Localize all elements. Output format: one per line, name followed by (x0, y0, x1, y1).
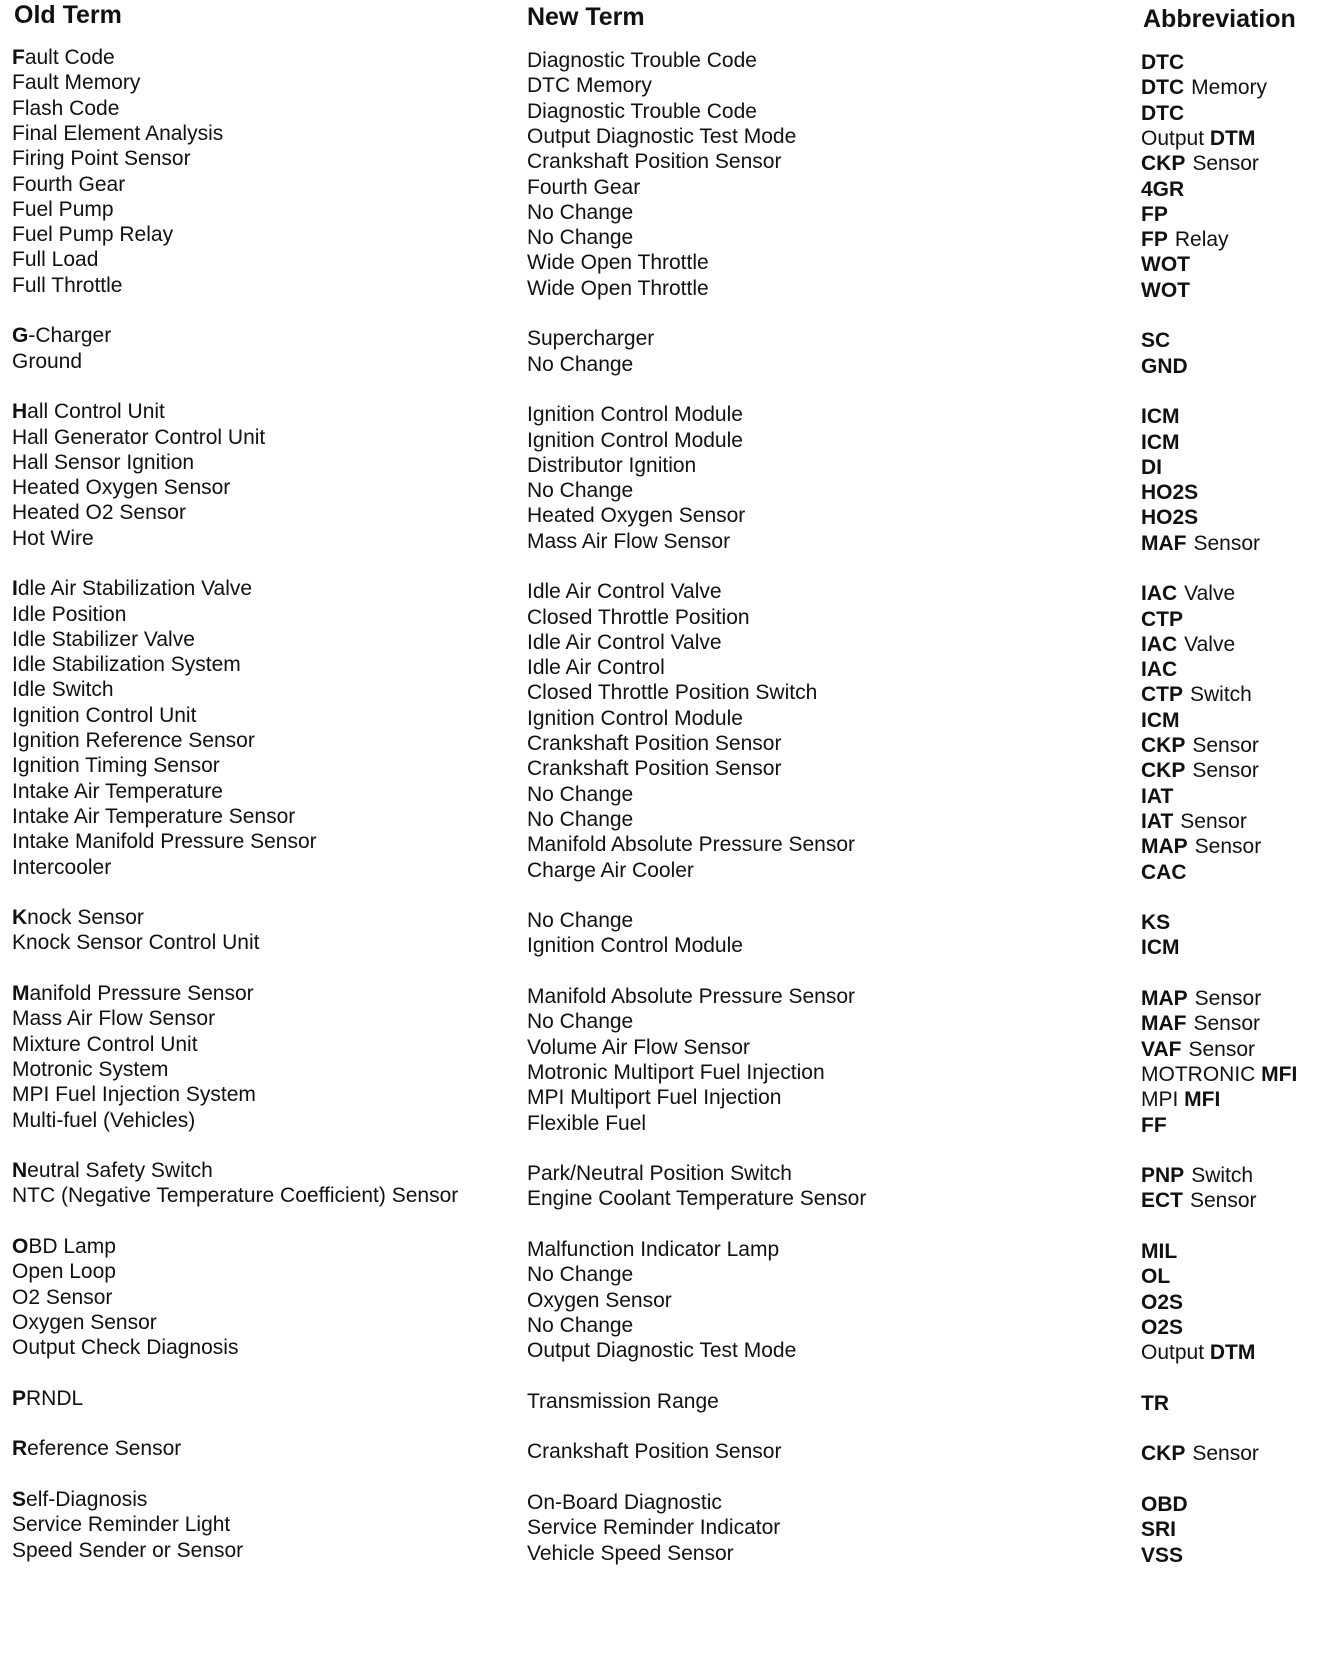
abbreviation-code: CKP (1141, 1442, 1186, 1465)
group-initial-letter: N (12, 1159, 28, 1182)
table-row (0, 575, 1328, 605)
abbreviation-code: VSS (1141, 1544, 1184, 1567)
table-row (0, 525, 1328, 555)
abbreviation-code: MAF (1141, 1012, 1187, 1035)
new-term-cell: Crankshaft Position Sensor (527, 732, 782, 755)
new-term-cell: Ignition Control Module (527, 403, 743, 426)
group-initial-letter: F (12, 46, 25, 69)
abbreviation-code: IAC (1141, 633, 1178, 656)
old-term-rest: BD Lamp (28, 1235, 116, 1258)
table-row (0, 1157, 1328, 1187)
old-term-cell (12, 1385, 83, 1412)
abbreviation-code: DI (1141, 456, 1162, 479)
abbreviation-suffix: Sensor (1192, 152, 1259, 175)
old-term-cell: Knock Sensor Control Unit (12, 931, 260, 954)
abbreviation-suffix: Sensor (1193, 1012, 1261, 1035)
abbreviation-code: CKP (1141, 759, 1186, 782)
group-initial-letter: M (12, 982, 30, 1005)
table-row (0, 95, 1328, 125)
abbreviation-code: TR (1141, 1392, 1169, 1415)
abbreviation-code: MFI (1261, 1063, 1298, 1086)
new-term-cell: Volume Air Flow Sensor (527, 1036, 750, 1059)
new-term-cell: Ignition Control Module (527, 429, 743, 452)
old-term-cell (12, 1157, 213, 1184)
new-term-cell: Closed Throttle Position (527, 606, 750, 629)
abbreviation-code: O2S (1141, 1291, 1184, 1314)
old-term-cell: NTC (Negative Temperature Coefficient) Sensor (12, 1184, 459, 1207)
abbreviation-suffix: Sensor (1192, 1442, 1259, 1465)
abbreviation-cell (1141, 353, 1188, 380)
new-term-cell: No Change (527, 1263, 634, 1286)
new-term-cell: Charge Air Cooler (527, 859, 694, 882)
old-term-cell: Ignition Reference Sensor (12, 729, 255, 752)
table-row (0, 322, 1328, 352)
new-term-cell: Manifold Absolute Pressure Sensor (527, 833, 856, 856)
table-row (0, 727, 1328, 757)
table-row (0, 1511, 1328, 1541)
old-term-rest: RNDL (26, 1387, 84, 1410)
old-term-cell: O2 Sensor (12, 1286, 113, 1309)
old-term-cell: Intercooler (12, 856, 112, 879)
new-term-cell: No Change (527, 479, 634, 502)
old-term-cell (12, 575, 252, 602)
table-row (0, 904, 1328, 934)
group-initial-letter: K (12, 906, 28, 929)
group-initial-letter: R (12, 1437, 28, 1460)
abbreviation-suffix: Relay (1174, 228, 1229, 251)
abbreviation-suffix: Sensor (1192, 734, 1259, 757)
new-term-cell: Output Diagnostic Test Mode (527, 125, 797, 148)
abbreviation-code: PNP (1141, 1164, 1185, 1187)
old-term-cell: Hot Wire (12, 527, 94, 550)
old-term-cell: Oxygen Sensor (12, 1311, 157, 1334)
table-row (0, 449, 1328, 479)
new-term-cell: Crankshaft Position Sensor (527, 150, 782, 173)
new-term-cell: Output Diagnostic Test Mode (527, 1339, 797, 1362)
table-row (0, 1385, 1328, 1415)
table-row (0, 626, 1328, 656)
old-term-cell: Final Element Analysis (12, 122, 224, 145)
new-term-cell: Motronic Multiport Fuel Injection (527, 1061, 825, 1084)
abbreviation-code: MAF (1141, 532, 1187, 555)
new-term-cell: Oxygen Sensor (527, 1289, 672, 1312)
new-term-cell: Idle Air Control (527, 656, 665, 679)
abbreviation-code: ICM (1141, 431, 1180, 454)
new-term-cell: No Change (527, 201, 634, 224)
abbreviation-code: FF (1141, 1114, 1167, 1137)
old-term-cell (12, 1486, 147, 1513)
old-term-cell (12, 904, 144, 931)
old-term-cell: Mixture Control Unit (12, 1033, 198, 1056)
abbreviation-code: CAC (1141, 861, 1187, 884)
new-term-cell: Idle Air Control Valve (527, 631, 722, 654)
new-term-cell: Transmission Range (527, 1390, 719, 1413)
abbreviation-code: 4GR (1141, 178, 1185, 201)
abbreviation-suffix: Switch (1191, 1164, 1254, 1187)
old-term-cell: Motronic System (12, 1058, 169, 1081)
new-term-cell: Closed Throttle Position Switch (527, 681, 818, 704)
old-term-cell: Full Load (12, 248, 99, 271)
abbreviation-cell (1141, 1390, 1169, 1417)
table-row (0, 398, 1328, 428)
new-term-cell: DTC Memory (527, 74, 652, 97)
new-term-cell: No Change (527, 1314, 634, 1337)
abbreviation-code: SC (1141, 329, 1171, 352)
old-term-cell: Ignition Control Unit (12, 704, 197, 727)
abbreviation-suffix: Memory (1191, 76, 1268, 99)
old-term-cell: Heated O2 Sensor (12, 501, 186, 524)
abbreviation-code: IAT (1141, 785, 1174, 808)
new-term-cell: No Change (527, 353, 634, 376)
old-term-rest: dle Air Stabilization Valve (17, 577, 253, 600)
table-row (0, 854, 1328, 884)
table-row (0, 221, 1328, 251)
old-term-cell: Intake Manifold Pressure Sensor (12, 830, 317, 853)
table-row (0, 272, 1328, 302)
abbreviation-cell (1141, 859, 1187, 886)
abbreviation-code: KS (1141, 911, 1171, 934)
abbreviation-code: ICM (1141, 936, 1180, 959)
table-row (0, 1056, 1328, 1086)
new-term-cell: Wide Open Throttle (527, 277, 709, 300)
table-row (0, 424, 1328, 454)
abbreviation-code: DTM (1209, 127, 1256, 150)
abbreviation-code: CKP (1141, 152, 1186, 175)
old-term-cell: MPI Fuel Injection System (12, 1083, 256, 1106)
new-term-cell: Vehicle Speed Sensor (527, 1542, 734, 1565)
old-term-rest: all Control Unit (27, 400, 165, 423)
table-row (0, 1081, 1328, 1111)
table-row (0, 196, 1328, 226)
abbreviation-cell (1141, 530, 1260, 557)
abbreviation-code: MAP (1141, 835, 1188, 858)
table-row (0, 1309, 1328, 1339)
abbreviation-cell (1141, 1440, 1259, 1467)
abbreviation-suffix: Sensor (1194, 835, 1262, 858)
abbreviation-code: IAC (1141, 582, 1178, 605)
table-row (0, 803, 1328, 833)
abbreviation-code: DTC (1141, 76, 1185, 99)
old-term-rest: eference Sensor (27, 1437, 182, 1460)
old-term-rest: elf-Diagnosis (26, 1488, 148, 1511)
new-term-cell: No Change (527, 226, 634, 249)
new-term-cell: Manifold Absolute Pressure Sensor (527, 985, 856, 1008)
old-term-cell: Fourth Gear (12, 173, 126, 196)
old-term-cell: Open Loop (12, 1260, 116, 1283)
old-term-rest: eutral Safety Switch (27, 1159, 213, 1182)
new-term-cell: No Change (527, 808, 634, 831)
table-row (0, 120, 1328, 150)
old-term-cell: Heated Oxygen Sensor (12, 476, 231, 499)
abbreviation-prefix: MOTRONIC (1141, 1063, 1262, 1086)
old-term-cell: Output Check Diagnosis (12, 1336, 239, 1359)
old-term-cell: Full Throttle (12, 274, 123, 297)
table-row (0, 348, 1328, 378)
new-term-cell: Park/Neutral Position Switch (527, 1162, 792, 1185)
new-term-cell: Flexible Fuel (527, 1112, 647, 1135)
abbreviation-code: DTC (1141, 102, 1185, 125)
table-row (0, 828, 1328, 858)
new-term-cell: MPI Multiport Fuel Injection (527, 1086, 782, 1109)
old-term-cell: Idle Switch (12, 678, 114, 701)
table-row (0, 778, 1328, 808)
old-term-cell (12, 398, 165, 425)
table-row (0, 1107, 1328, 1137)
abbreviation-code: OBD (1141, 1493, 1188, 1516)
abbreviation-suffix: Switch (1190, 683, 1252, 706)
abbreviation-cell (1141, 1339, 1255, 1366)
old-term-cell (12, 1233, 116, 1260)
table-row (0, 44, 1328, 74)
old-term-cell: Hall Sensor Ignition (12, 451, 195, 474)
table-row (0, 1005, 1328, 1035)
abbreviation-code: MAP (1141, 987, 1188, 1010)
old-term-cell: Idle Stabilization System (12, 653, 241, 676)
old-term-cell: Intake Air Temperature Sensor (12, 805, 296, 828)
old-term-cell: Firing Point Sensor (12, 147, 191, 170)
old-term-cell: Intake Air Temperature (12, 780, 223, 803)
abbreviation-cell (1141, 1187, 1257, 1214)
abbreviation-code: GND (1141, 355, 1188, 378)
abbreviation-cell (1141, 1112, 1167, 1139)
old-term-rest: nock Sensor (27, 906, 144, 929)
table-row (0, 171, 1328, 201)
abbreviation-suffix: Sensor (1188, 1038, 1255, 1061)
abbreviation-code: DTM (1209, 1341, 1256, 1364)
group-initial-letter: G (12, 324, 29, 347)
new-term-cell: Diagnostic Trouble Code (527, 100, 757, 123)
new-term-cell: Mass Air Flow Sensor (527, 530, 731, 553)
column-header-new-term: New Term (527, 3, 645, 31)
old-term-cell: Idle Position (12, 603, 127, 626)
table-row (0, 499, 1328, 529)
new-term-cell: Service Reminder Indicator (527, 1516, 781, 1539)
group-initial-letter: O (12, 1235, 29, 1258)
table-row (0, 1486, 1328, 1516)
new-term-cell: No Change (527, 783, 634, 806)
old-term-rest: ault Code (24, 46, 115, 69)
abbreviation-cell (1141, 277, 1190, 304)
abbreviation-prefix: Output (1141, 1341, 1210, 1364)
abbreviation-code: WOT (1141, 279, 1190, 302)
new-term-cell: Wide Open Throttle (527, 251, 709, 274)
abbreviation-code: FP (1141, 228, 1168, 251)
table-row (0, 1537, 1328, 1567)
table-row (0, 676, 1328, 706)
new-term-cell: Diagnostic Trouble Code (527, 49, 757, 72)
table-row (0, 1233, 1328, 1263)
new-term-cell: Idle Air Control Valve (527, 580, 722, 603)
column-header-abbreviation: Abbreviation (1143, 5, 1296, 33)
new-term-cell: Ignition Control Module (527, 707, 743, 730)
table-row (0, 651, 1328, 681)
abbreviation-code: WOT (1141, 253, 1190, 276)
old-term-cell: Hall Generator Control Unit (12, 426, 266, 449)
old-term-cell (12, 44, 115, 71)
abbreviation-code: IAC (1141, 658, 1178, 681)
old-term-cell (12, 1435, 181, 1462)
table-row (0, 1182, 1328, 1212)
table-row (0, 474, 1328, 504)
abbreviation-code: DTC (1141, 51, 1185, 74)
abbreviation-suffix: Valve (1184, 633, 1236, 656)
group-initial-letter: I (12, 577, 18, 600)
new-term-cell: Fourth Gear (527, 176, 641, 199)
abbreviation-code: CKP (1141, 734, 1186, 757)
old-term-cell: Ignition Timing Sensor (12, 754, 220, 777)
abbreviation-code: ECT (1141, 1189, 1183, 1212)
old-term-cell: Speed Sender or Sensor (12, 1539, 244, 1562)
old-term-cell (12, 322, 111, 349)
abbreviation-suffix: Sensor (1190, 1189, 1257, 1212)
group-initial-letter: P (12, 1387, 27, 1410)
abbreviation-suffix: Sensor (1194, 987, 1262, 1010)
old-term-rest: anifold Pressure Sensor (29, 982, 254, 1005)
new-term-cell: Heated Oxygen Sensor (527, 504, 746, 527)
column-header-old-term: Old Term (14, 1, 122, 29)
old-term-cell: Fuel Pump Relay (12, 223, 174, 246)
table-row (0, 1334, 1328, 1364)
table-row (0, 1284, 1328, 1314)
abbreviation-code: ICM (1141, 709, 1180, 732)
abbreviation-code: FP (1141, 203, 1168, 226)
abbreviation-code: MFI (1184, 1088, 1221, 1111)
table-row (0, 980, 1328, 1010)
table-row (0, 601, 1328, 631)
abbreviation-code: IAT (1141, 810, 1174, 833)
abbreviation-cell (1141, 934, 1180, 961)
new-term-cell: Ignition Control Module (527, 934, 743, 957)
abbreviation-suffix: Valve (1184, 582, 1236, 605)
abbreviation-code: HO2S (1141, 506, 1199, 529)
table-row (0, 702, 1328, 732)
abbreviation-code: SRI (1141, 1518, 1177, 1541)
new-term-cell: No Change (527, 909, 634, 932)
abbreviation-code: VAF (1141, 1038, 1182, 1061)
abbreviation-code: CTP (1141, 683, 1183, 706)
abbreviation-code: O2S (1141, 1316, 1184, 1339)
table-row (0, 929, 1328, 959)
table-row (0, 1258, 1328, 1288)
table-row (0, 752, 1328, 782)
abbreviation-code: OL (1141, 1265, 1171, 1288)
old-term-cell (12, 980, 254, 1007)
table-row (0, 145, 1328, 175)
abbreviation-code: HO2S (1141, 481, 1199, 504)
abbreviation-suffix: Sensor (1193, 532, 1261, 555)
new-term-cell: Crankshaft Position Sensor (527, 757, 782, 780)
old-term-cell: Fault Memory (12, 71, 141, 94)
old-term-cell: Flash Code (12, 97, 120, 120)
group-initial-letter: H (12, 400, 28, 423)
abbreviation-cell (1141, 1542, 1183, 1569)
abbreviation-suffix: Sensor (1180, 810, 1247, 833)
abbreviation-code: MIL (1141, 1240, 1178, 1263)
new-term-cell: Engine Coolant Temperature Sensor (527, 1187, 867, 1210)
old-term-cell: Multi-fuel (Vehicles) (12, 1109, 196, 1132)
table-row (0, 246, 1328, 276)
new-term-cell: No Change (527, 1010, 634, 1033)
abbreviation-code: CTP (1141, 608, 1183, 631)
abbreviation-prefix: Output (1141, 127, 1210, 150)
table-row (0, 1435, 1328, 1465)
table-row (0, 69, 1328, 99)
new-term-cell: On-Board Diagnostic (527, 1491, 722, 1514)
abbreviation-code: ICM (1141, 405, 1180, 428)
old-term-rest: -Charger (28, 324, 112, 347)
new-term-cell: Distributor Ignition (527, 454, 697, 477)
abbreviation-prefix: MPI (1141, 1088, 1185, 1111)
abbreviation-suffix: Sensor (1192, 759, 1259, 782)
table-row (0, 1031, 1328, 1061)
old-term-cell: Fuel Pump (12, 198, 114, 221)
group-initial-letter: S (12, 1488, 27, 1511)
new-term-cell: Malfunction Indicator Lamp (527, 1238, 780, 1261)
old-term-cell: Service Reminder Light (12, 1513, 231, 1536)
old-term-cell: Ground (12, 350, 83, 373)
old-term-cell: Idle Stabilizer Valve (12, 628, 195, 651)
old-term-cell: Mass Air Flow Sensor (12, 1007, 216, 1030)
new-term-cell: Supercharger (527, 327, 655, 350)
new-term-cell: Crankshaft Position Sensor (527, 1440, 782, 1463)
